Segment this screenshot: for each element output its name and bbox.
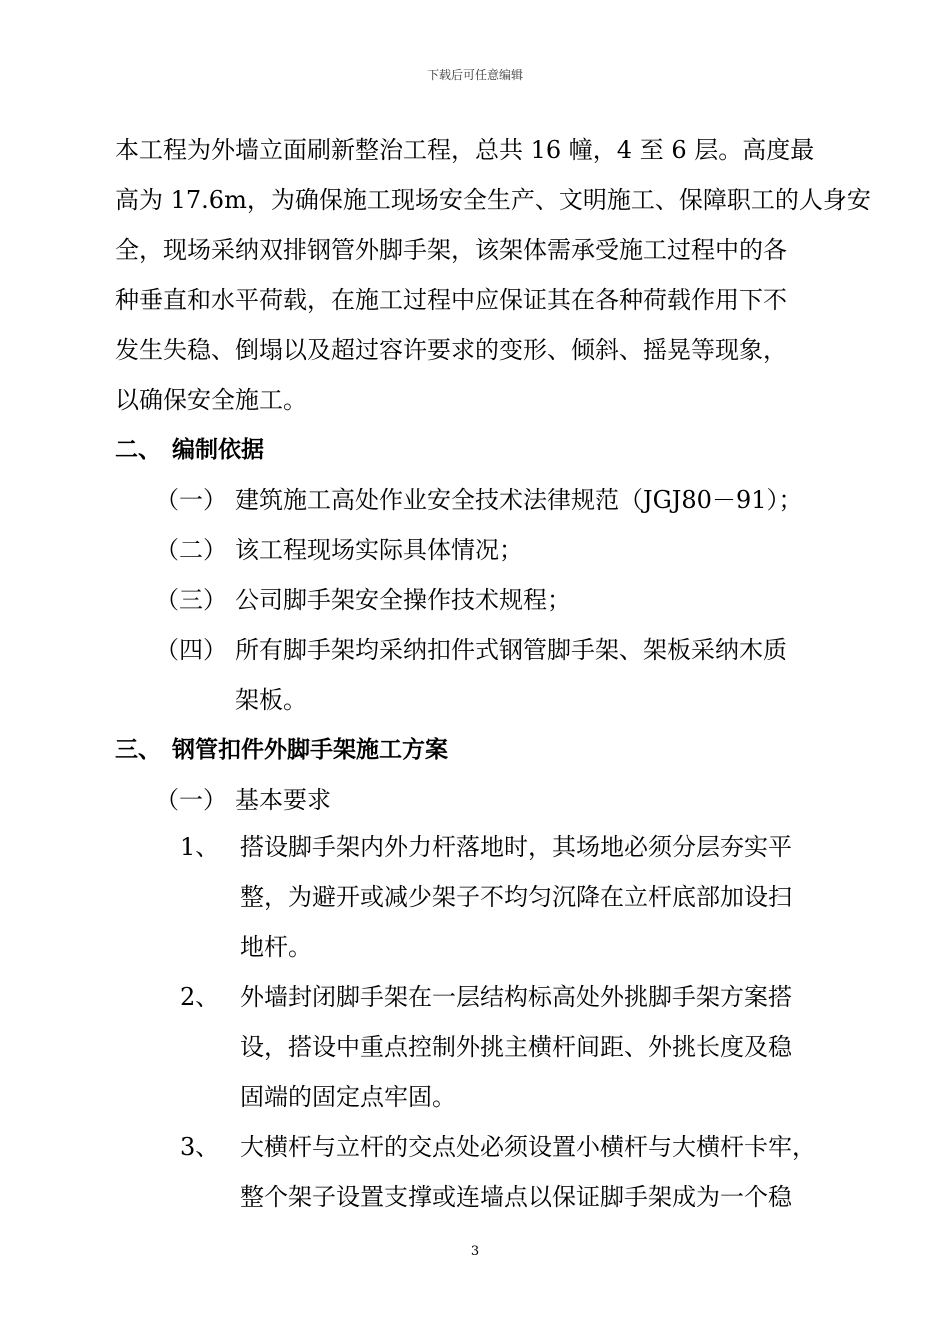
requirement-line: 设，搭设中重点控制外挑主横杆间距、外挑长度及稳 — [240, 1033, 792, 1061]
requirement-number: 2、 — [180, 983, 220, 1011]
requirement-number: 1、 — [180, 833, 220, 861]
header-note: 下载后可任意编辑 — [426, 68, 523, 82]
basis-item-text: 建筑施工高处作业安全技术法律规范（JGJ80－91）； — [235, 486, 803, 514]
basis-item-continuation: 架板。 — [235, 686, 307, 714]
section-3-number: 三、 — [115, 737, 161, 763]
intro-line: 全，现场采纳双排钢管外脚手架，该架体需承受施工过程中的各 — [115, 236, 787, 264]
requirement-number: 3、 — [180, 1133, 220, 1161]
requirement-line: 外墙封闭脚手架在一层结构标高处外挑脚手架方案搭 — [240, 983, 792, 1011]
basis-item-label: （三） — [155, 586, 227, 614]
basis-item-text: 公司脚手架安全操作技术规程； — [235, 586, 571, 614]
requirement-line: 整个架子设置支撑或连墙点以保证脚手架成为一个稳 — [240, 1183, 792, 1211]
section-3-title: 钢管扣件外脚手架施工方案 — [172, 737, 448, 763]
basis-item-label: （四） — [155, 636, 227, 664]
intro-line: 以确保安全施工。 — [115, 386, 307, 414]
basis-item-text: 该工程现场实际具体情况； — [235, 536, 523, 564]
requirement-line: 大横杆与立杆的交点处必须设置小横杆与大横杆卡牢， — [240, 1133, 816, 1161]
intro-line: 种垂直和水平荷载，在施工过程中应保证其在各种荷载作用下不 — [115, 286, 787, 314]
requirement-line: 地杆。 — [240, 933, 312, 961]
basis-item-label: （二） — [155, 536, 227, 564]
intro-line: 本工程为外墙立面刷新整治工程，总共 16 幢，4 至 6 层。高度最 — [115, 136, 815, 164]
basis-item-text: 所有脚手架均采纳扣件式钢管脚手架、架板采纳木质 — [235, 636, 787, 664]
requirement-line: 固端的固定点牢固。 — [240, 1083, 456, 1111]
intro-line: 发生失稳、倒塌以及超过容许要求的变形、倾斜、摇晃等现象， — [115, 336, 787, 364]
requirement-line: 整，为避开或减少架子不均匀沉降在立杆底部加设扫 — [240, 883, 792, 911]
sub-heading-label: （一） — [155, 786, 227, 814]
intro-line: 高为 17.6m，为确保施工现场安全生产、文明施工、保障职工的人身安 — [115, 186, 871, 214]
section-2-title: 编制依据 — [172, 437, 264, 463]
page-number: 3 — [470, 1244, 480, 1259]
requirement-line: 搭设脚手架内外力杆落地时，其场地必须分层夯实平 — [240, 833, 792, 861]
basis-item-label: （一） — [155, 486, 227, 514]
sub-heading-text: 基本要求 — [235, 786, 331, 814]
section-2-number: 二、 — [115, 437, 161, 463]
